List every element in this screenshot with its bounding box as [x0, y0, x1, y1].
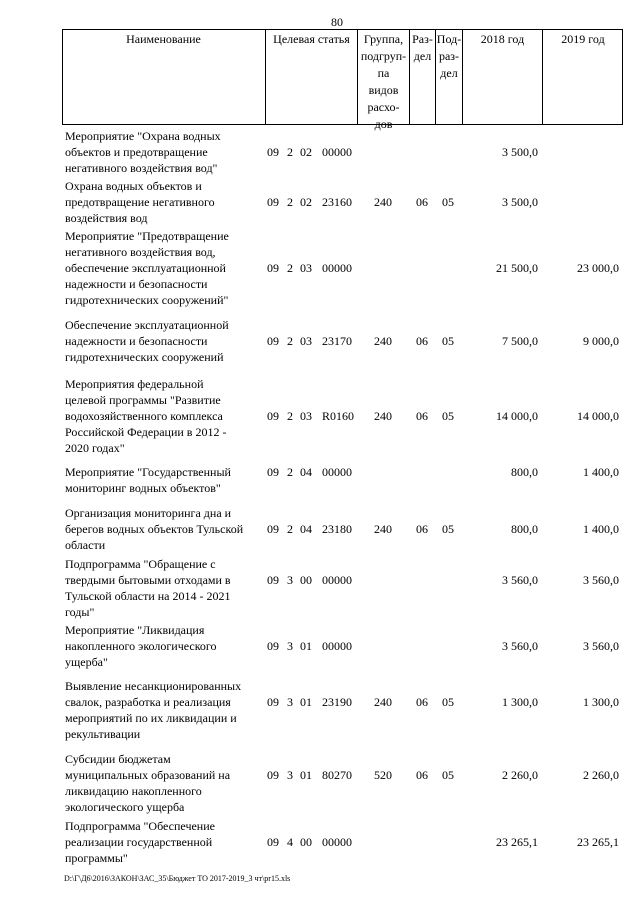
value-2019: 1 300,0: [583, 695, 619, 709]
razdel: 06: [416, 195, 428, 209]
target-event: 01: [300, 768, 312, 782]
row-name-line: свалок, разработка и реализация: [65, 695, 231, 709]
value-2018: 14 000,0: [496, 409, 538, 423]
row-name-line: надежности и безопасности: [65, 334, 208, 348]
target-direction: 00000: [322, 573, 352, 587]
row-name-line: накопленного экологического: [65, 639, 217, 653]
target-program: 09: [267, 261, 279, 275]
target-subprogram: 2: [287, 522, 293, 536]
row-name-line: мониторинг водных объектов": [65, 481, 221, 495]
target-subprogram: 4: [287, 835, 293, 849]
target-program: 09: [267, 695, 279, 709]
row-name-line: Мероприятие "Охрана водных: [65, 129, 221, 143]
header-2019: 2019 год: [542, 29, 623, 125]
target-direction: 00000: [322, 145, 352, 159]
target-event: 03: [300, 409, 312, 423]
value-2018: 800,0: [511, 522, 538, 536]
row-name-line: годы": [65, 605, 95, 619]
target-subprogram: 3: [287, 639, 293, 653]
value-2019: 3 560,0: [583, 573, 619, 587]
file-path-footer: D:\Г\Д6\2016\ЗАКОН\ЗАС_35\Бюджет ТО 2017-2019_3 чт\pr15.xls: [64, 874, 291, 883]
header-2018: 2018 год: [462, 29, 542, 125]
row-name-line: Организация мониторинга дна и: [65, 506, 232, 520]
row-name: [65, 464, 265, 496]
target-program: 09: [267, 409, 279, 423]
value-2019: 23 000,0: [577, 261, 619, 275]
target-event: 01: [300, 695, 312, 709]
row-name-line: Тульской области на 2014 - 2021: [65, 589, 231, 603]
row-name: [65, 228, 265, 308]
value-2018: 800,0: [511, 465, 538, 479]
row-name: [65, 556, 265, 620]
target-program: 09: [267, 465, 279, 479]
value-2018: 21 500,0: [496, 261, 538, 275]
value-2019: 3 560,0: [583, 639, 619, 653]
row-name: [65, 751, 265, 815]
row-name: [65, 818, 265, 866]
row-name-line: надежности и безопасности: [65, 277, 208, 291]
row-name-line: воздействия вод: [65, 211, 148, 225]
row-name-line: Субсидии бюджетам: [65, 752, 171, 766]
target-direction: 23190: [322, 695, 352, 709]
target-subprogram: 3: [287, 768, 293, 782]
row-name-line: муниципальных образований на: [65, 768, 231, 782]
razdel: 06: [416, 409, 428, 423]
target-event: 04: [300, 522, 312, 536]
row-name: [65, 678, 265, 742]
target-event: 00: [300, 573, 312, 587]
header-target: Целевая статья: [265, 29, 357, 125]
row-name-line: обеспечение эксплуатационной: [65, 261, 226, 275]
target-event: 04: [300, 465, 312, 479]
row-name: [65, 317, 265, 365]
row-name: [65, 128, 265, 176]
row-name-line: Подпрограмма "Обращение с: [65, 557, 216, 571]
row-name-line: берегов водных объектов Тульской: [65, 522, 244, 536]
podrazdel: 05: [442, 695, 454, 709]
target-event: 00: [300, 835, 312, 849]
row-name-line: Мероприятие "Государственный: [65, 465, 231, 479]
target-direction: 00000: [322, 639, 352, 653]
row-name-line: ущерба": [65, 655, 108, 669]
target-event: 02: [300, 195, 312, 209]
value-2018: 3 500,0: [502, 195, 538, 209]
target-direction: 80270: [322, 768, 352, 782]
value-2018: 3 500,0: [502, 145, 538, 159]
row-name-line: твердыми бытовыми отходами в: [65, 573, 231, 587]
target-program: 09: [267, 639, 279, 653]
target-direction: 23170: [322, 334, 352, 348]
expense-group: 240: [374, 334, 392, 348]
row-name-line: целевой программы "Развитие: [65, 393, 221, 407]
value-2018: 2 260,0: [502, 768, 538, 782]
podrazdel: 05: [442, 522, 454, 536]
target-subprogram: 2: [287, 145, 293, 159]
row-name-line: программы": [65, 851, 128, 865]
row-name-line: Подпрограмма "Обеспечение: [65, 819, 215, 833]
podrazdel: 05: [442, 768, 454, 782]
row-name-line: предотвращение негативного: [65, 195, 215, 209]
expense-group: 240: [374, 522, 392, 536]
row-name-line: негативного воздействия вод,: [65, 245, 216, 259]
podrazdel: 05: [442, 334, 454, 348]
target-program: 09: [267, 835, 279, 849]
razdel: 06: [416, 334, 428, 348]
header-group: Группа, подгруп- па видов расхо- дов: [357, 29, 409, 125]
value-2019: 14 000,0: [577, 409, 619, 423]
row-name-line: негативного воздействия вод": [65, 161, 218, 175]
target-event: 03: [300, 261, 312, 275]
header-name: Наименование: [126, 32, 201, 46]
razdel: 06: [416, 522, 428, 536]
row-name-line: Мероприятие "Ликвидация: [65, 623, 205, 637]
expense-group: 240: [374, 195, 392, 209]
row-name-line: гидротехнических сооружений: [65, 350, 224, 364]
row-name-line: 2020 годах": [65, 441, 125, 455]
value-2019: 1 400,0: [583, 522, 619, 536]
header-razdel: Раз- дел: [409, 29, 435, 125]
target-direction: 00000: [322, 465, 352, 479]
page-number: 80: [331, 15, 343, 29]
row-name-line: Мероприятие "Предотвращение: [65, 229, 229, 243]
target-direction: 23180: [322, 522, 352, 536]
row-name-line: Обеспечение эксплуатационной: [65, 318, 229, 332]
target-subprogram: 2: [287, 409, 293, 423]
target-program: 09: [267, 573, 279, 587]
target-event: 02: [300, 145, 312, 159]
value-2018: 3 560,0: [502, 573, 538, 587]
razdel: 06: [416, 695, 428, 709]
expense-group: 520: [374, 768, 392, 782]
row-name-line: водохозяйственного комплекса: [65, 409, 223, 423]
row-name-line: Выявление несанкционированных: [65, 679, 242, 693]
target-direction: 00000: [322, 261, 352, 275]
value-2019: 1 400,0: [583, 465, 619, 479]
row-name: [65, 505, 265, 553]
target-event: 03: [300, 334, 312, 348]
razdel: 06: [416, 768, 428, 782]
value-2018: 23 265,1: [496, 835, 538, 849]
target-program: 09: [267, 768, 279, 782]
target-direction: R0160: [322, 409, 355, 423]
target-program: 09: [267, 145, 279, 159]
target-program: 09: [267, 195, 279, 209]
target-subprogram: 3: [287, 695, 293, 709]
row-name-line: Российской Федерации в 2012 -: [65, 425, 227, 439]
target-direction: 23160: [322, 195, 352, 209]
value-2018: 7 500,0: [502, 334, 538, 348]
row-name-line: рекультивации: [65, 727, 141, 741]
expense-group: 240: [374, 409, 392, 423]
target-program: 09: [267, 522, 279, 536]
row-name-line: гидротехнических сооружений": [65, 293, 229, 307]
target-subprogram: 3: [287, 573, 293, 587]
row-name: [65, 622, 265, 670]
podrazdel: 05: [442, 195, 454, 209]
value-2019: 23 265,1: [577, 835, 619, 849]
row-name-line: Охрана водных объектов и: [65, 179, 202, 193]
header-podrazdel: Под- раз- дел: [435, 29, 462, 125]
value-2018: 1 300,0: [502, 695, 538, 709]
target-program: 09: [267, 334, 279, 348]
row-name-line: Мероприятия федеральной: [65, 377, 204, 391]
row-name-line: реализации государственной: [65, 835, 213, 849]
value-2019: 9 000,0: [583, 334, 619, 348]
target-subprogram: 2: [287, 465, 293, 479]
target-direction: 00000: [322, 835, 352, 849]
row-name: [65, 178, 265, 226]
podrazdel: 05: [442, 409, 454, 423]
value-2018: 3 560,0: [502, 639, 538, 653]
target-subprogram: 2: [287, 261, 293, 275]
row-name-line: мероприятий по их ликвидации и: [65, 711, 237, 725]
expense-group: 240: [374, 695, 392, 709]
row-name-line: объектов и предотвращение: [65, 145, 208, 159]
row-name-line: экологического ущерба: [65, 800, 185, 814]
row-name-line: области: [65, 538, 106, 552]
target-subprogram: 2: [287, 195, 293, 209]
target-event: 01: [300, 639, 312, 653]
target-subprogram: 2: [287, 334, 293, 348]
row-name: [65, 376, 265, 456]
value-2019: 2 260,0: [583, 768, 619, 782]
row-name-line: ликвидацию накопленного: [65, 784, 202, 798]
